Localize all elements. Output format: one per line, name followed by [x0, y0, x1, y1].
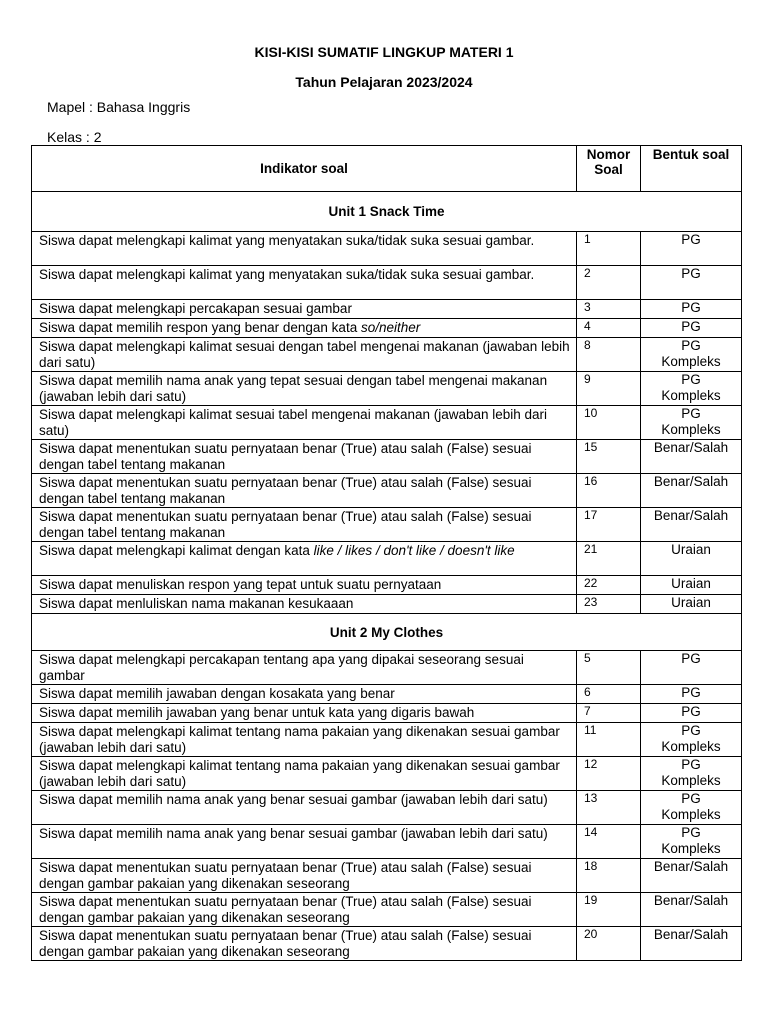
bentuk-cell: [641, 723, 742, 757]
nomor-cell: 9: [577, 372, 641, 406]
indikator-emphasis: so/neither: [360, 320, 421, 335]
indikator-cell: Siswa dapat melengkapi kalimat yang menyatakan suka/tidak suka sesuai gambar.: [32, 232, 577, 266]
nomor-cell: 22: [577, 576, 641, 595]
indicator-table: [31, 145, 742, 961]
indikator-cell: [32, 542, 577, 576]
indikator-cell: Siswa dapat menuliskan respon yang tepat untuk suatu pernyataan: [32, 576, 577, 595]
unit-1-title: Unit 1 Snack Time: [32, 192, 742, 232]
bentuk-cell: PG: [641, 685, 742, 704]
indikator-cell: Siswa dapat memilih jawaban dengan kosakata yang benar: [32, 685, 577, 704]
nomor-cell: 6: [577, 685, 641, 704]
bentuk-cell: PG: [641, 704, 742, 723]
indikator-cell: Siswa dapat menentukan suatu pernyataan benar (True) atau salah (False) sesuai dengan gambar pakaian yang dikenakan seseorang: [32, 859, 577, 893]
unit-2-title: Unit 2 My Clothes: [32, 614, 742, 651]
bentuk-cell: Uraian: [641, 576, 742, 595]
table-row: [32, 859, 742, 893]
bentuk-line1: PG: [681, 723, 701, 738]
indikator-cell: Siswa dapat melengkapi percakapan tentang apa yang dipakai seseorang sesuai gambar: [32, 651, 577, 685]
bentuk-line1: PG: [681, 406, 701, 421]
indikator-cell: Siswa dapat menentukan suatu pernyataan benar (True) atau salah (False) sesuai dengan tabel tentang makanan: [32, 440, 577, 474]
bentuk-line1: PG: [681, 825, 701, 840]
table-row: [32, 406, 742, 440]
bentuk-cell: Benar/Salah: [641, 508, 742, 542]
table-header-row: [32, 146, 742, 192]
bentuk-cell: Benar/Salah: [641, 859, 742, 893]
header-nomor-soal: [577, 146, 641, 192]
bentuk-cell: [641, 757, 742, 791]
bentuk-cell: [641, 372, 742, 406]
bentuk-line1: PG: [681, 791, 701, 806]
table-row: [32, 723, 742, 757]
bentuk-cell: PG: [641, 319, 742, 338]
nomor-cell: 10: [577, 406, 641, 440]
bentuk-cell: Benar/Salah: [641, 474, 742, 508]
bentuk-line2: Kompleks: [661, 807, 721, 822]
bentuk-cell: Benar/Salah: [641, 893, 742, 927]
indikator-cell: Siswa dapat melengkapi kalimat sesuai dengan tabel mengenai makanan (jawaban lebih dari satu): [32, 338, 577, 372]
indikator-cell: Siswa dapat menentukan suatu pernyataan benar (True) atau salah (False) sesuai dengan gambar pakaian yang dikenakan seseorang: [32, 927, 577, 961]
nomor-cell: 2: [577, 266, 641, 300]
indikator-emphasis: like / likes / don't like / doesn't like: [313, 543, 515, 558]
bentuk-cell: [641, 406, 742, 440]
bentuk-cell: [641, 338, 742, 372]
table-row: [32, 704, 742, 723]
nomor-cell: 14: [577, 825, 641, 859]
table-row: [32, 542, 742, 576]
table-row: [32, 685, 742, 704]
indikator-cell: Siswa dapat menentukan suatu pernyataan benar (True) atau salah (False) sesuai dengan tabel tentang makanan: [32, 474, 577, 508]
bentuk-cell: Uraian: [641, 542, 742, 576]
bentuk-cell: Benar/Salah: [641, 440, 742, 474]
bentuk-line1: PG: [681, 757, 701, 772]
nomor-cell: 15: [577, 440, 641, 474]
indikator-cell: Siswa dapat melengkapi kalimat sesuai tabel mengenai makanan (jawaban lebih dari satu): [32, 406, 577, 440]
table-row: [32, 651, 742, 685]
nomor-cell: 1: [577, 232, 641, 266]
nomor-cell: 20: [577, 927, 641, 961]
indikator-text: Siswa dapat memilih respon yang benar dengan kata: [39, 320, 361, 335]
document-title: KISI-KISI SUMATIF LINGKUP MATERI 1: [254, 44, 514, 60]
bentuk-line2: Kompleks: [661, 841, 721, 856]
nomor-cell: 3: [577, 300, 641, 319]
table-row: [32, 508, 742, 542]
bentuk-line2: Kompleks: [661, 354, 721, 369]
indikator-text: Siswa dapat melengkapi kalimat dengan kata: [39, 543, 314, 558]
table-row: [32, 825, 742, 859]
nomor-cell: 8: [577, 338, 641, 372]
bentuk-cell: PG: [641, 651, 742, 685]
table-row: [32, 372, 742, 406]
unit-1-row: [32, 192, 742, 232]
table-row: [32, 757, 742, 791]
indikator-cell: [32, 319, 577, 338]
indikator-cell: Siswa dapat menentukan suatu pernyataan benar (True) atau salah (False) sesuai dengan gambar pakaian yang dikenakan seseorang: [32, 893, 577, 927]
nomor-cell: 18: [577, 859, 641, 893]
table-row: [32, 893, 742, 927]
indikator-cell: Siswa dapat melengkapi kalimat tentang nama pakaian yang dikenakan sesuai gambar (jawaban lebih dari satu): [32, 723, 577, 757]
class-label: Kelas : 2: [47, 129, 102, 145]
table-row: [32, 474, 742, 508]
table-row: [32, 266, 742, 300]
academic-year: Tahun Pelajaran 2023/2024: [295, 74, 473, 90]
table-row: [32, 319, 742, 338]
nomor-cell: 21: [577, 542, 641, 576]
header-nomor-line1: Nomor: [586, 147, 631, 162]
bentuk-cell: PG: [641, 300, 742, 319]
subject-label: Mapel : Bahasa Inggris: [47, 99, 191, 115]
bentuk-cell: Benar/Salah: [641, 927, 742, 961]
indikator-cell: Siswa dapat memilih nama anak yang benar sesuai gambar (jawaban lebih dari satu): [32, 825, 577, 859]
indikator-cell: Siswa dapat melengkapi kalimat tentang nama pakaian yang dikenakan sesuai gambar (jawaban lebih dari satu): [32, 757, 577, 791]
table-row: [32, 300, 742, 319]
unit-2-row: [32, 614, 742, 651]
table-row: [32, 440, 742, 474]
bentuk-line2: Kompleks: [661, 388, 721, 403]
bentuk-cell: [641, 791, 742, 825]
nomor-cell: 23: [577, 595, 641, 614]
bentuk-cell: PG: [641, 266, 742, 300]
nomor-cell: 4: [577, 319, 641, 338]
bentuk-cell: [641, 825, 742, 859]
bentuk-cell: PG: [641, 232, 742, 266]
table-row: [32, 595, 742, 614]
bentuk-line1: PG: [681, 372, 701, 387]
indikator-cell: Siswa dapat melengkapi percakapan sesuai gambar: [32, 300, 577, 319]
nomor-cell: 5: [577, 651, 641, 685]
nomor-cell: 16: [577, 474, 641, 508]
indikator-cell: Siswa dapat melengkapi kalimat yang menyatakan suka/tidak suka sesuai gambar.: [32, 266, 577, 300]
table-row: [32, 232, 742, 266]
header-bentuk-soal: Bentuk soal: [641, 146, 742, 192]
table-row: [32, 927, 742, 961]
nomor-cell: 11: [577, 723, 641, 757]
indikator-cell: Siswa dapat memilih jawaban yang benar untuk kata yang digaris bawah: [32, 704, 577, 723]
nomor-cell: 12: [577, 757, 641, 791]
nomor-cell: 19: [577, 893, 641, 927]
table-row: [32, 338, 742, 372]
indikator-cell: Siswa dapat menluliskan nama makanan kesukaaan: [32, 595, 577, 614]
indikator-cell: Siswa dapat memilih nama anak yang benar sesuai gambar (jawaban lebih dari satu): [32, 791, 577, 825]
bentuk-line2: Kompleks: [661, 773, 721, 788]
bentuk-line1: PG: [681, 338, 701, 353]
bentuk-line2: Kompleks: [661, 739, 721, 754]
indikator-cell: Siswa dapat menentukan suatu pernyataan benar (True) atau salah (False) sesuai dengan tabel tentang makanan: [32, 508, 577, 542]
nomor-cell: 17: [577, 508, 641, 542]
header-indikator: Indikator soal: [32, 146, 577, 192]
nomor-cell: 7: [577, 704, 641, 723]
table-row: [32, 576, 742, 595]
table-row: [32, 791, 742, 825]
bentuk-line2: Kompleks: [661, 422, 721, 437]
bentuk-cell: Uraian: [641, 595, 742, 614]
header-nomor-line2: Soal: [594, 162, 623, 177]
indikator-cell: Siswa dapat memilih nama anak yang tepat sesuai dengan tabel mengenai makanan (jawaban lebih dari satu): [32, 372, 577, 406]
nomor-cell: 13: [577, 791, 641, 825]
